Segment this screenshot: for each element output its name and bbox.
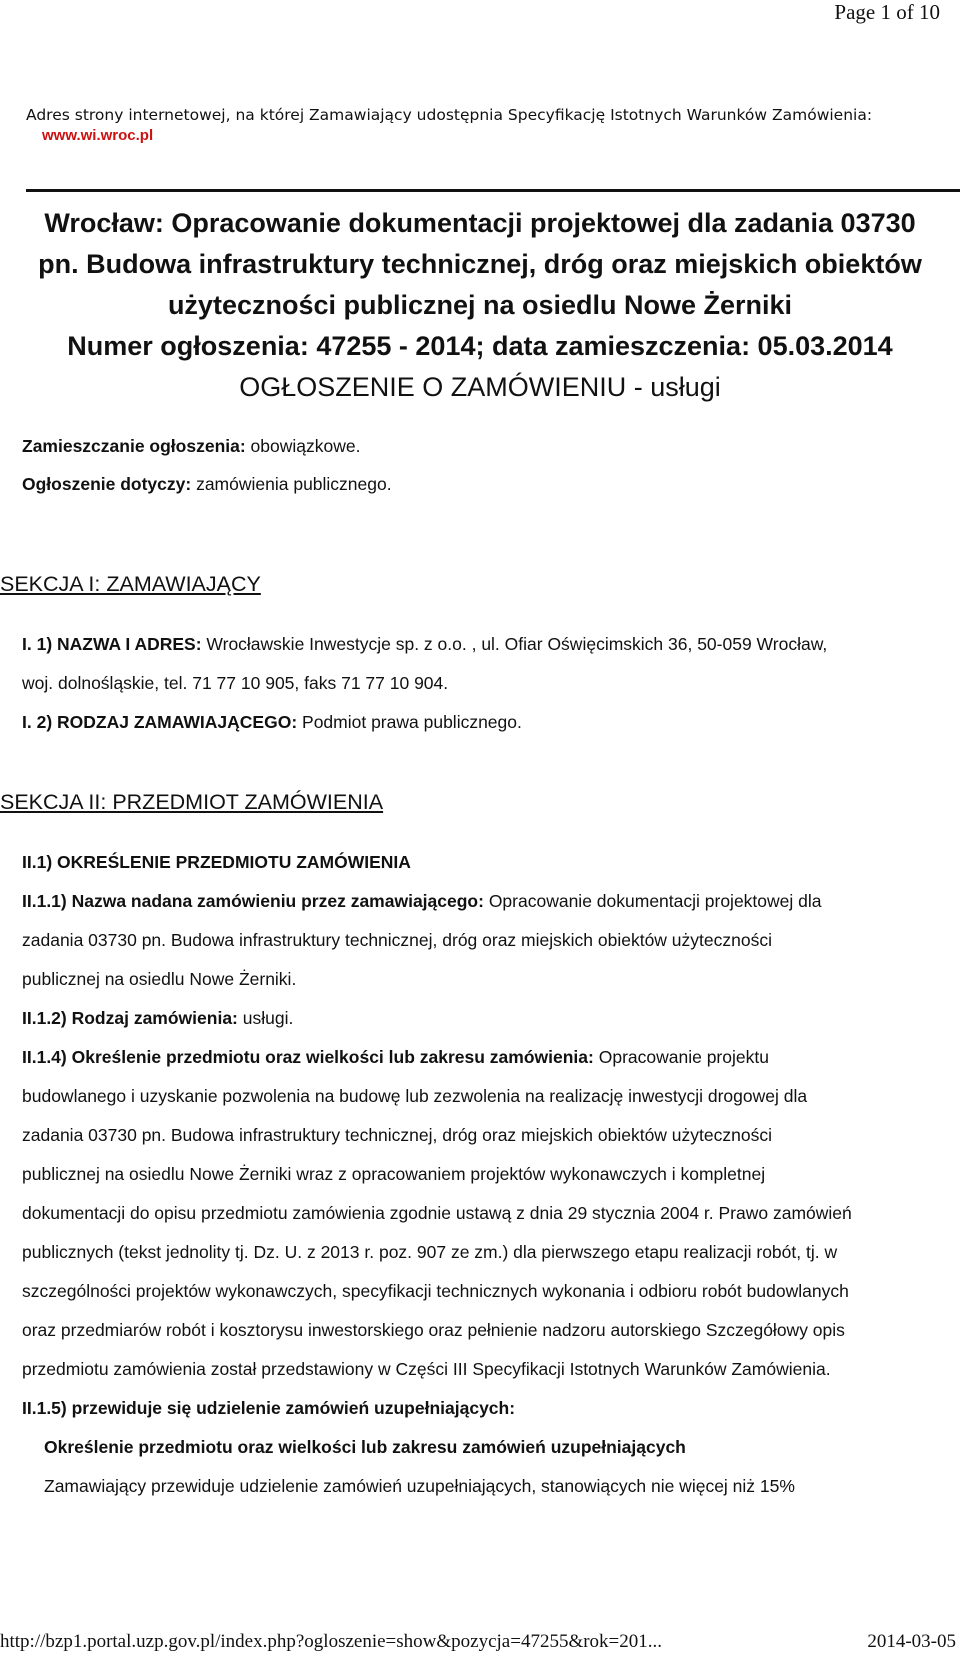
title-divider xyxy=(26,189,960,192)
contract-desc-line: budowlanego i uzyskanie pozwolenia na budowę lub zezwolenia na realizację inwestycji drogowej dla xyxy=(22,1086,808,1106)
contract-desc-line: zadania 03730 pn. Budowa infrastruktury technicznej, dróg oraz miejskich obiektów użyteczności xyxy=(22,1125,772,1145)
contracting-type-label: I. 2) RODZAJ ZAMAWIAJĄCEGO: xyxy=(22,712,298,732)
contract-name-row xyxy=(22,891,822,912)
section-2-heading: SEKCJA II: PRZEDMIOT ZAMÓWIENIA xyxy=(0,790,384,814)
footer-date: 2014-03-05 xyxy=(867,1631,956,1652)
contract-name-line: zadania 03730 pn. Budowa infrastruktury technicznej, dróg oraz miejskich obiektów użyteczności xyxy=(22,930,772,950)
concerns-value: zamówienia publicznego. xyxy=(191,474,392,494)
contract-kind-row xyxy=(22,1008,293,1029)
notice-title-block xyxy=(0,203,960,408)
concerns-row xyxy=(22,474,392,495)
contract-desc-value: Opracowanie projektu xyxy=(593,1047,769,1067)
contracting-name-value: Wrocławskie Inwestycje sp. z o.o. , ul. Ofiar Oświęcimskich 36, 50-059 Wrocław, xyxy=(201,634,828,654)
contract-desc-label: II.1.4) Określenie przedmiotu oraz wielkości lub zakresu zamówienia: xyxy=(22,1047,594,1067)
notice-number-line: Numer ogłoszenia: 47255 - 2014; data zamieszczenia: 05.03.2014 xyxy=(67,331,893,361)
contract-name-line: publicznej na osiedlu Nowe Żerniki. xyxy=(22,969,297,989)
footer-url: http://bzp1.portal.uzp.gov.pl/index.php?ogloszenie=show&pozycja=47255&rok=201... xyxy=(0,1631,663,1652)
supplementary-subheading xyxy=(44,1437,686,1458)
section-1-heading: SEKCJA I: ZAMAWIAJĄCY xyxy=(0,572,261,596)
notice-title-line-3: użyteczności publicznej na osiedlu Nowe Żerniki xyxy=(167,290,793,320)
placement-row xyxy=(22,436,360,457)
contracting-address-row: woj. dolnośląskie, tel. 71 77 10 905, faks 71 77 10 904. xyxy=(22,673,449,693)
concerns-label: Ogłoszenie dotyczy: xyxy=(22,474,192,494)
contract-desc-line: dokumentacji do opisu przedmiotu zamówienia zgodnie ustawą z dnia 29 stycznia 2004 r. Prawo zamówień xyxy=(22,1203,852,1223)
contract-desc-line: publicznych (tekst jednolity tj. Dz. U. z 2013 r. poz. 907 ze zm.) dla pierwszego etapu realizacji robót, tj. w xyxy=(22,1242,838,1262)
contracting-type-row xyxy=(22,712,522,733)
siwz-address-label: Adres strony internetowej, na której Zamawiający udostępnia Specyfikację Istotnych Warunków Zamówienia: xyxy=(26,106,873,124)
contract-name-label: II.1.1) Nazwa nadana zamówieniu przez zamawiającego: xyxy=(22,891,484,911)
contracting-name-label: I. 1) NAZWA I ADRES: xyxy=(22,634,202,654)
contracting-type-value: Podmiot prawa publicznego. xyxy=(297,712,522,732)
page-number: Page 1 of 10 xyxy=(834,0,940,24)
supplementary-row xyxy=(22,1398,515,1419)
contract-desc-row xyxy=(22,1047,769,1068)
notice-title-line-1: Wrocław: Opracowanie dokumentacji projektowej dla zadania 03730 xyxy=(44,208,916,238)
contract-desc-line: szczególności projektów wykonawczych, specyfikacji technicznych wykonania i odbioru robót budowlanych xyxy=(22,1281,849,1301)
placement-label: Zamieszczanie ogłoszenia: xyxy=(22,436,246,456)
supplementary-subheading-text: Określenie przedmiotu oraz wielkości lub zakresu zamówień uzupełniających xyxy=(44,1437,686,1457)
subject-heading-text: II.1) OKREŚLENIE PRZEDMIOTU ZAMÓWIENIA xyxy=(22,852,411,872)
contract-kind-label: II.1.2) Rodzaj zamówienia: xyxy=(22,1008,238,1028)
contract-kind-value: usługi. xyxy=(237,1008,294,1028)
contracting-name-row xyxy=(22,634,827,655)
siwz-address-link[interactable]: www.wi.wroc.pl xyxy=(42,127,154,144)
contract-desc-line: oraz przedmiarów robót i kosztorysu inwestorskiego oraz pełnienie nadzoru autorskiego Szczegółowy opis xyxy=(22,1320,845,1340)
supplementary-label: II.1.5) przewiduje się udzielenie zamówień uzupełniających: xyxy=(22,1398,516,1418)
contract-desc-line: przedmiotu zamówienia został przedstawiony w Części III Specyfikacji Istotnych Warunków Zamówienia. xyxy=(22,1359,831,1379)
contract-name-value: Opracowanie dokumentacji projektowej dla xyxy=(483,891,822,911)
notice-title-line-2: pn. Budowa infrastruktury technicznej, dróg oraz miejskich obiektów xyxy=(38,249,922,279)
notice-type-subtitle: OGŁOSZENIE O ZAMÓWIENIU - usługi xyxy=(239,372,721,402)
placement-value: obowiązkowe. xyxy=(245,436,361,456)
supplementary-text: Zamawiający przewiduje udzielenie zamówień uzupełniających, stanowiących nie więcej niż 15% xyxy=(44,1476,795,1496)
contract-desc-line: publicznej na osiedlu Nowe Żerniki wraz z opracowaniem projektów wykonawczych i kompletnej xyxy=(22,1164,766,1184)
subject-heading xyxy=(22,852,411,873)
